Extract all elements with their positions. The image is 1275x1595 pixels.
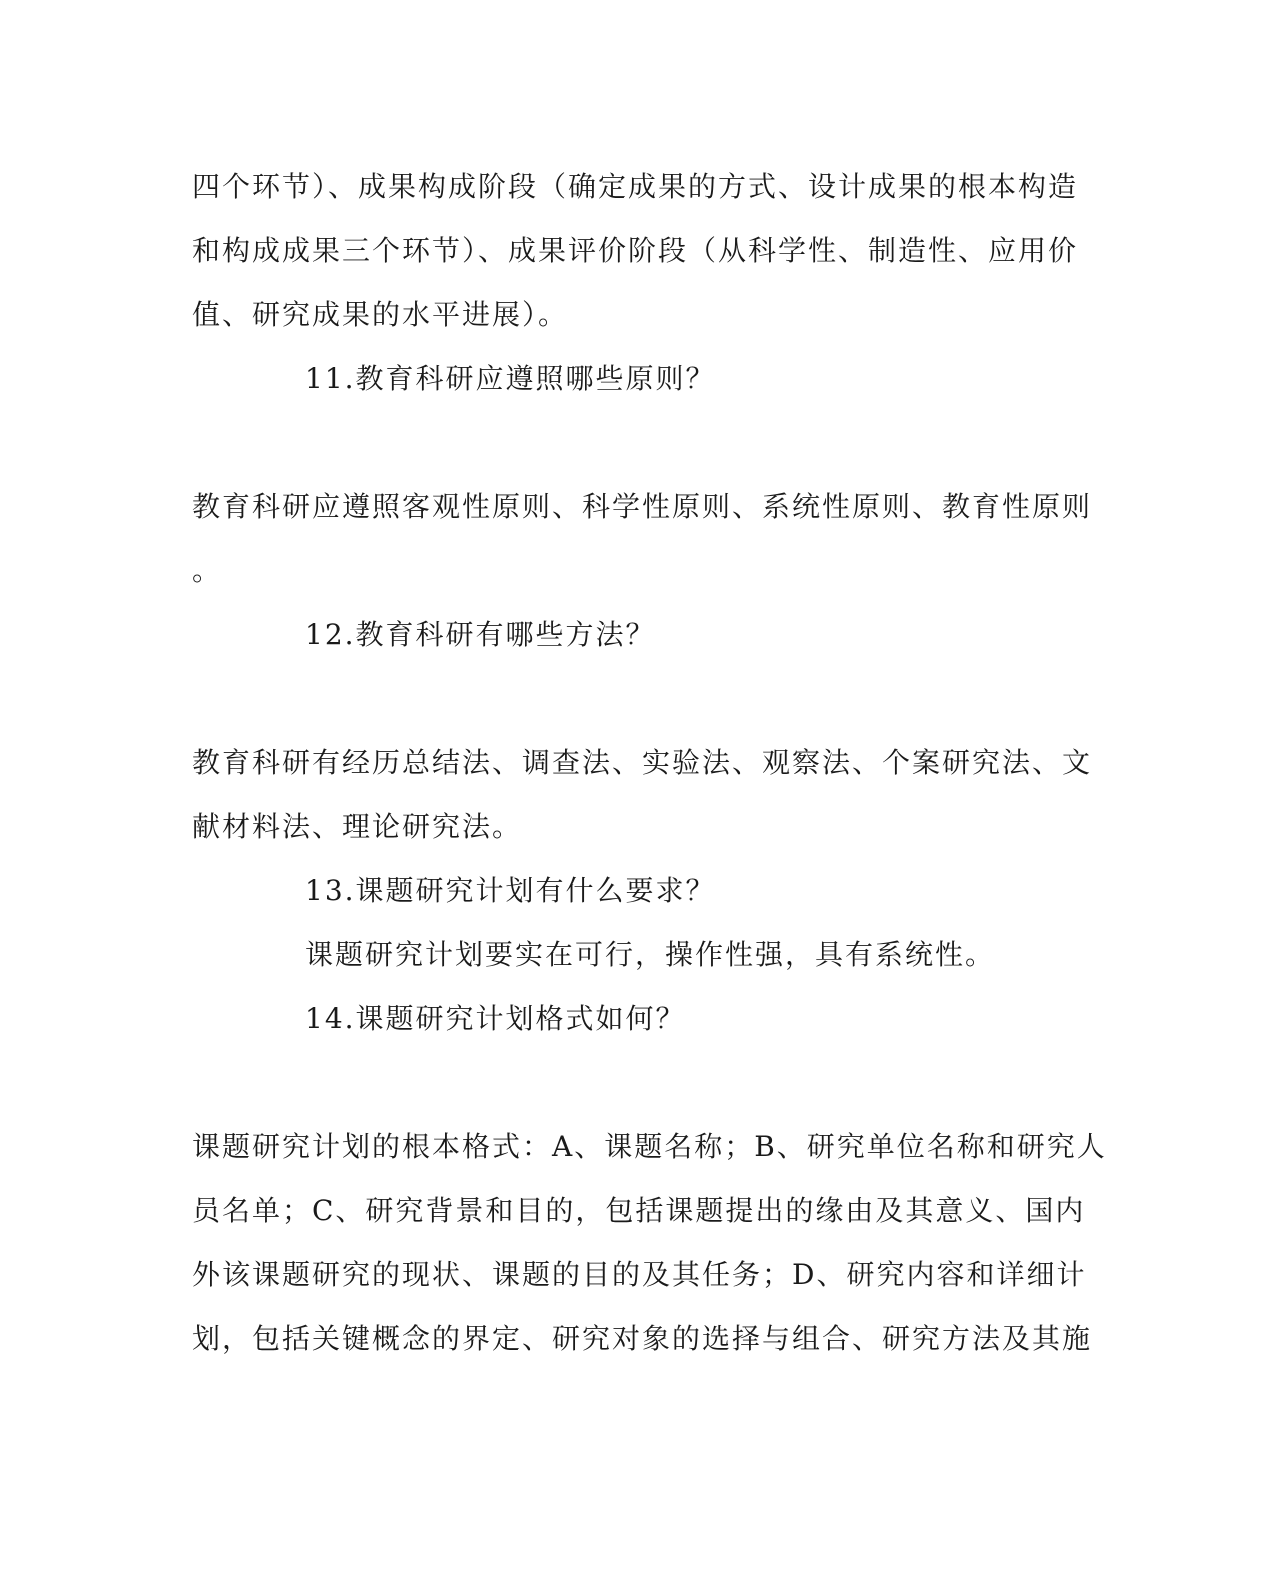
paragraph-line: 值、研究成果的水平进展）。 xyxy=(192,298,569,331)
answer-13: 课题研究计划要实在可行，操作性强，具有系统性。 xyxy=(305,938,996,971)
paragraph-line: 四个环节）、成果构成阶段（确定成果的方式、设计成果的根本构造 xyxy=(192,170,1079,203)
answer-11-line: 。 xyxy=(192,554,223,587)
answer-14-line: 外该课题研究的现状、课题的目的及其任务；D、研究内容和详细计 xyxy=(192,1258,1087,1291)
answer-12-line: 献材料法、理论研究法。 xyxy=(192,810,523,843)
question-14: 14.课题研究计划格式如何？ xyxy=(305,1002,686,1035)
paragraph-line: 和构成成果三个环节）、成果评价阶段（从科学性、制造性、应用价 xyxy=(192,234,1079,267)
question-13: 13.课题研究计划有什么要求？ xyxy=(305,874,716,907)
answer-11-line: 教育科研应遵照客观性原则、科学性原则、系统性原则、教育性原则 xyxy=(192,490,1093,523)
answer-14-line: 划，包括关键概念的界定、研究对象的选择与组合、研究方法及其施 xyxy=(192,1322,1093,1355)
answer-12-line: 教育科研有经历总结法、调查法、实验法、观察法、个案研究法、文 xyxy=(192,746,1093,779)
question-12: 12.教育科研有哪些方法？ xyxy=(305,618,656,651)
answer-14-line: 员名单；C、研究背景和目的，包括课题提出的缘由及其意义、国内 xyxy=(192,1194,1086,1227)
question-11: 11.教育科研应遵照哪些原则？ xyxy=(305,362,716,395)
answer-14-line: 课题研究计划的根本格式：A、课题名称；B、研究单位名称和研究人 xyxy=(192,1130,1107,1163)
